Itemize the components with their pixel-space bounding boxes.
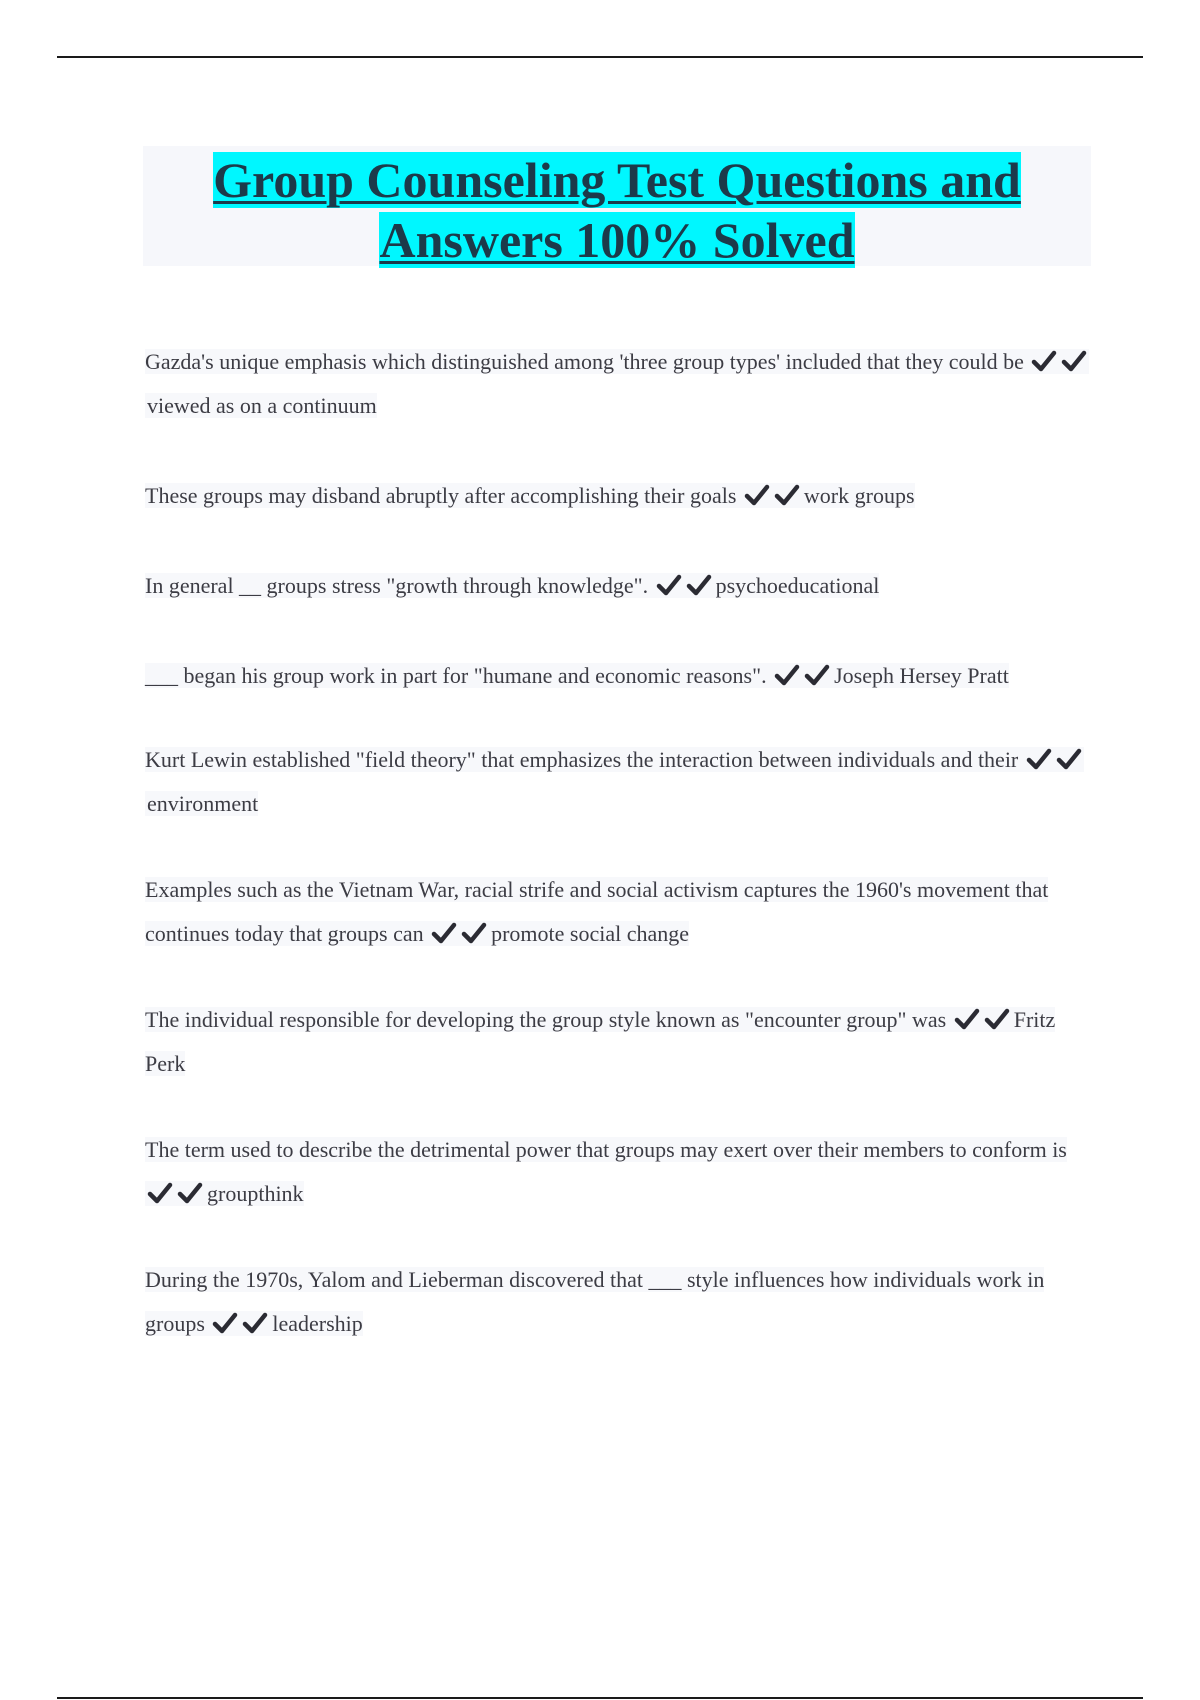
check-mark-icon: [804, 663, 830, 687]
qa-item: [145, 654, 1095, 698]
answer-text: psychoeducational: [715, 573, 880, 598]
question-text: In general __ groups stress "growth through knowledge".: [145, 573, 649, 598]
check-mark-icon: [212, 1311, 238, 1335]
answer-text: Fritz Perk: [145, 1007, 1056, 1076]
question-text: Kurt Lewin established "field theory" that emphasizes the interaction between individuals and their: [145, 747, 1019, 772]
answer-text: work groups: [803, 483, 915, 508]
question-text: ___ began his group work in part for "humane and economic reasons".: [145, 663, 767, 688]
top-rule: [57, 56, 1143, 58]
check-mark-icon: [954, 1007, 980, 1031]
question-text: The individual responsible for developing the group style known as "encounter group" was: [145, 1007, 947, 1032]
qa-item: [145, 1128, 1095, 1216]
qa-item: [145, 998, 1095, 1086]
title-banner: [143, 146, 1091, 266]
question-text: The term used to describe the detrimental power that groups may exert over their members to conform is: [145, 1137, 1067, 1162]
question-text: Gazda's unique emphasis which distinguished among 'three group types' included that they could be: [145, 349, 1024, 374]
qa-item: [145, 474, 1095, 518]
check-mark-icon: [1031, 349, 1057, 373]
qa-list: [145, 340, 1095, 1346]
qa-item: [145, 738, 1095, 826]
check-mark-icon: [686, 573, 712, 597]
qa-item: [145, 564, 1095, 608]
check-mark-icon: [147, 1181, 173, 1205]
question-text: During the 1970s, Yalom and Lieberman discovered that ___ style influences how individuals work in groups: [145, 1267, 1045, 1336]
qa-item: [145, 340, 1095, 428]
question-text: Examples such as the Vietnam War, racial strife and social activism captures the 1960's movement that continues today that groups can: [145, 877, 1049, 946]
check-mark-icon: [984, 1007, 1010, 1031]
qa-item: [145, 868, 1095, 956]
check-mark-icon: [774, 483, 800, 507]
answer-text: Joseph Hersey Pratt: [834, 663, 1009, 688]
check-mark-icon: [431, 921, 457, 945]
answer-text: environment: [147, 791, 259, 816]
check-mark-icon: [1061, 349, 1087, 373]
check-mark-icon: [1026, 747, 1052, 771]
qa-item: [145, 1258, 1095, 1346]
check-mark-icon: [656, 573, 682, 597]
check-mark-icon: [744, 483, 770, 507]
check-mark-icon: [774, 663, 800, 687]
answer-text: promote social change: [491, 921, 690, 946]
title-text: Group Counseling Test Questions and Answers 100% Solved: [213, 152, 1021, 268]
check-mark-icon: [1056, 747, 1082, 771]
check-mark-icon: [242, 1311, 268, 1335]
check-mark-icon: [461, 921, 487, 945]
answer-text: viewed as on a continuum: [147, 393, 377, 418]
answer-text: groupthink: [207, 1181, 304, 1206]
bottom-rule: [57, 1697, 1143, 1699]
check-mark-icon: [177, 1181, 203, 1205]
answer-text: leadership: [272, 1311, 363, 1336]
question-text: These groups may disband abruptly after accomplishing their goals: [145, 483, 737, 508]
page-title: [143, 146, 1091, 270]
